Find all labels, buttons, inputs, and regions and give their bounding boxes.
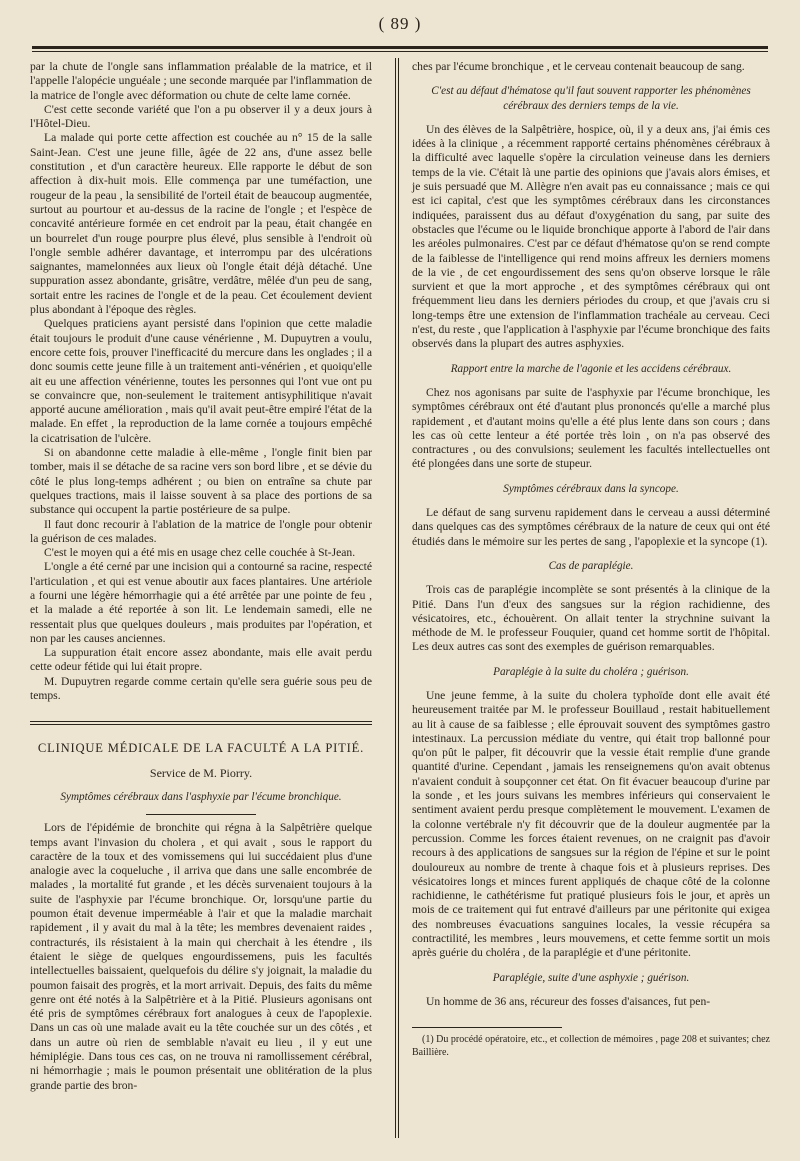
section-heading: Cas de paraplégie. xyxy=(548,559,634,572)
paragraph: Il faut donc recourir à l'ablation de la matrice de l'ongle pour obtenir la guérison de ces malades. xyxy=(30,517,372,545)
column-divider xyxy=(395,58,396,1138)
section-heading: Paraplégie, suite d'une asphyxie ; guérison. xyxy=(492,971,690,984)
header-rule xyxy=(32,46,768,49)
paragraph: Trois cas de paraplégie incomplète se sont présentés à la clinique de la Pitié. Dans l'un d'eux des sangsues sur la région rachidienne, des vésicatoires, etc., échouèrent. On allait tenter la strychnine suivant la méthode de M. le professeur Fouquier, quand cet homme sortit de l'hôpital. Les deux autres cas sont des exemples de guérison remarquables. xyxy=(412,583,770,654)
section-heading: Paraplégie à la suite du choléra ; guérison. xyxy=(493,665,689,678)
paragraph: Lors de l'épidémie de bronchite qui régna à la Salpêtrière quelque temps avant l'invasion du cholera , et qui avait , sous le rapport du caractère de la toux et des vomissemens qui lui succédaient plus d'une analogie avec la coqueluche , il arriva que dans une salle encombrée de malades , la mortalité fut grande , et les décès survenaient toujours à la suite de l'asphyxie par l'écume bronchique. Or, lorsqu'une partie du poumon était devenue imperméable à l'air et que la maladie marchait rapidement , il y avait du mal à la tête; les membres devenaient raides , contracturés, ils résistaient à la main qui cherchait à les étendre , ils étaient le siège de quelques engourdissemens, puis les facultés intellectuelles baissaient, quelquefois du délire s'y joignait, la maladie du poumon faisait des progrès, et la mort arrivait. Depuis, des faits du même genre ont été notés à la Salpêtrière et à la Pitié. Plusieurs agonisans ont été pris de symptômes cérébraux fort analogues à ceux de l'apoplexie. Dans un cas où une malade avait eu la tête couchée sur un des côtés , et dans un autre où rien de semblable n'avait eu lieu , il y eut une hémiplégie. Dans tous ces cas, on ne trouva ni ramollissement cérébral, ni hémorrhagie ; mais le poumon présentait une oblitération de la plus grande partie des bron- xyxy=(30,821,372,1092)
paragraph: L'ongle a été cerné par une incision qui a contourné sa racine, respecté l'articulation , et qui est venue aboutir aux faces plantaires. Une artériole a fourni une légère hémorrhagie qui a été arrêtée par une pointe de feu , et la malade a été reportée à son lit. Le lendemain samedi, elle ne ressentait plus que quelques douleurs , mais produites par l'opération, et non par les causes anciennes. xyxy=(30,560,372,645)
section-heading: Symptômes cérébraux dans la syncope. xyxy=(503,482,679,495)
section-heading: Symptômes cérébraux dans l'asphyxie par l'écume bronchique. xyxy=(60,790,342,803)
heading-rule xyxy=(146,814,256,815)
paragraph: La suppuration était encore assez abondante, mais elle avait perdu cette odeur fétide qui lui était propre. xyxy=(30,646,372,674)
column-divider-inner xyxy=(398,58,399,1138)
paragraph: Quelques praticiens ayant persisté dans l'opinion que cette maladie était toujours le produit d'une cause vénérienne , M. Dupuytren a voulu, encore cette fois, prouver l'inefficacité du mercure dans les onglades ; il a donc soumis cette jeune fille à un traitement anti-vénérien , et quoiqu'elle ait eu une affection vénérienne, toutes les personnes qui l'ont vue ont pu se convaincre que, non-seulement le traitement antisyphilitique n'avait apporté aucune amélioration , mais qu'il avait peut-être empiré l'état de la malade. En effet , la reproduction de la lame cornée a toujours empêché la cicatrisation de l'ulcère. xyxy=(30,317,372,445)
paragraph: Un des élèves de la Salpêtrière, hospice, où, il y a deux ans, j'ai émis ces idées à la clinique , a récemment rapporté certains phénomènes cérébraux à la difficulté avec laquelle s'opère la circulation veineuse dans les derniers temps de la vie. C'était là une partie des opinions que j'avais alors émises, et je suis persuadé que M. Allègre n'en avait pas eu connaissance ; mais ce qui est ici capital, c'est que les symptômes cérébraux dans les circonstances indiquées, paraissent dus au défaut d'oxygénation du sang, par suite des obstacles que l'écume ou le liquide bronchique apporte à l'abord de l'air dans les aréoles pulmonaires. C'est par ce défaut d'hématose qu'on se rend compte de la faiblesse de l'intelligence qui rend moins affreux les derniers momens de la vie , de cet engourdissement des sens qu'on observe lorsque le râle survient et que la mort approche , et des symptômes cérébraux qui ont fréquemment lieu dans les derniers périodes du croup, et que j'avais cru si long-temps être une extension de l'inflammation trachéale au cerveau. Ceci n'est, du reste , que l'application à l'asphyxie par l'écume bronchique des faits observés dans la plupart des autres asphyxies. xyxy=(412,122,770,351)
clinic-heading: CLINIQUE MÉDICALE DE LA FACULTÉ A LA PITIÉ. xyxy=(37,741,365,756)
section-divider xyxy=(30,721,372,725)
paragraph: Une jeune femme, à la suite du cholera typhoïde dont elle avait été heureusement traitée par M. le professeur Bouillaud , restait habituellement au lit à cause de sa faiblesse ; elle éprouvait souvent des symptômes gastro intestinaux. La percussion médiate du ventre, qui était trop ballonné pour qu'on pût le palper, fit découvrir que la vessie était remplie d'une grande quantité d'urine. Cependant , jamais les renseignemens qu'on avait obtenus n'avaient conduit à soupçonner cet état. On fit évacuer beaucoup d'urine par la sonde , et les jours suivans les membres inférieurs qui conservaient le sentiment avaient perdu presque complètement le mouvement. L'examen de la colonne vertébrale n'y fit découvrir que de la douleur augmentée par la percussion. Comme les forces étaient revenues, on ne craignit pas d'avoir recours à des applications de sangsues sur la région de l'épine et sur le point douloureux au nombre de trente à chaque fois et à plusieurs reprises. Des vésicatoires longs et minces furent appliqués de chaque côté de la colonne rachidienne, le cathétérisme fut pratiqué plusieurs fois le jour, et après un mois de ce traitement qui fut entravé d'ailleurs par une péritonite qui exigea des nombreuses évacuations sanguines locales, la vessie récupéra sa contractilité, les membres , leurs mouvemens, et cette femme sortit un mois après guérie du choléra , de la paraplégie et d'une péritonite. xyxy=(412,688,770,960)
paragraph: M. Dupuytren regarde comme certain qu'elle sera guérie sous peu de temps. xyxy=(30,674,372,703)
section-heading: C'est au défaut d'hématose qu'il faut souvent rapporter les phénomènes cérébraux des derniers temps de la vie. xyxy=(431,85,751,112)
paragraph: Le défaut de sang survenu rapidement dans le cerveau a aussi déterminé dans quelques cas des symptômes cérébraux de la nature de ceux qui ont été étudiés dans le mémoire sur les pertes de sang , l'apoplexie et la syncope (1). xyxy=(412,506,770,548)
paragraph: C'est cette seconde variété que l'on a pu observer il y a deux jours à l'Hôtel-Dieu. xyxy=(30,102,372,131)
left-column xyxy=(30,60,372,1093)
footnote: (1) Du procédé opératoire, etc., et collection de mémoires , page 208 et suivantes; chez Baillière. xyxy=(412,1034,770,1058)
paragraph: La malade qui porte cette affection est couchée au n° 15 de la salle Saint-Jean. C'est une jeune fille, âgée de 22 ans, d'une assez belle constitution , et d'un caractère heureux. Elle rapporte le début de son affection à dix-huit mois. Elle commença par une tuméfaction, une rougeur de la peau , la sensibilité de l'orteil était de beaucoup augmentée, surtout au pourtour et au-dessus de la racine de l'ongle ; et l'espèce de concavité antérieure formée en cet endroit par la peau, était changée en un bourrelet d'un rouge pourpre plus élevé, plus sensible à l'endroit où l'ongle semble adhérer davantage, et interrompu par des ulcérations saignantes, mamelonnées aux lieux où l'ongle était déjà détaché. Une suppuration assez abondante, grisâtre, verdâtre, mêlée d'un peu de sang, sortait entre les racines de l'ongle et de la peau. Cet écoulement devient plus abondant à l'époque des règles. xyxy=(30,131,372,317)
page-number: ( 89 ) xyxy=(378,14,422,33)
paragraph: ches par l'écume bronchique , et le cerveau contenait beaucoup de sang. xyxy=(412,60,745,73)
service-line: Service de M. Piorry. xyxy=(149,765,253,780)
section-heading: Rapport entre la marche de l'agonie et les accidens cérébraux. xyxy=(450,362,732,375)
paragraph: Chez nos agonisans par suite de l'asphyxie par l'écume bronchique, les symptômes cérébraux ont été d'autant plus prononcés qu'elle a marché plus rapidement , et d'autant moins qu'elle a été plus lente dans son cours ; dans les cas où cette lenteur a été portée très loin , on n'a pas observé des contractures , ou des convulsions; seulement les facultés intellectuelles ont été plongées dans une sorte de stupeur. xyxy=(412,385,770,471)
paragraph: Si on abandonne cette maladie à elle-même , l'ongle finit bien par tomber, mais il se détache de sa racine vers son bord libre , et se dévie du côté le plus long-temps adhérent ; ou bien on entraîne sa chute par quelques tractions, mais il laisse souvent à sa place des portions de sa substance qui occupent la partie postérieure de sa pulpe. xyxy=(30,446,372,517)
paragraph: C'est le moyen qui a été mis en usage chez celle couchée à St-Jean. xyxy=(44,546,356,560)
header-rule-thin xyxy=(32,51,768,52)
paragraph: par la chute de l'ongle sans inflammation préalable de la matrice, et il l'appelle l'alopécie unguéale ; une seconde marquée par l'inflammation de la matrice de l'ongle avec déformation ou chute de celte lame cornée. xyxy=(30,60,372,102)
paragraph: Un homme de 36 ans, récureur des fosses d'aisances, fut pen- xyxy=(426,994,711,1008)
footnote-rule xyxy=(412,1027,562,1028)
right-column xyxy=(412,60,770,1059)
